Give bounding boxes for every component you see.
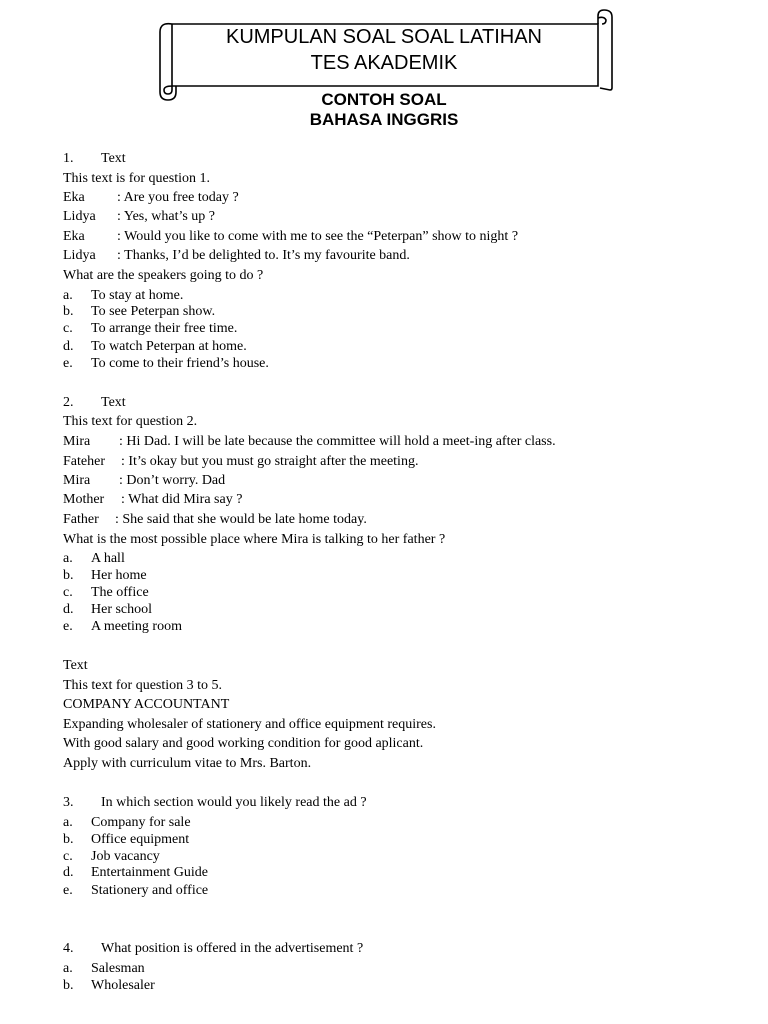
q1-option: [63, 303, 215, 320]
q3-question-text: In which section would you likely read the ad ?: [101, 795, 367, 810]
q1-option: [63, 355, 269, 372]
subtitle-line2: BAHASA INGGRIS: [309, 110, 459, 129]
option-letter: a.: [63, 815, 73, 830]
passage-line: Apply with curriculum vitae to Mrs. Barton.: [63, 756, 312, 771]
document-subtitle: [0, 90, 768, 130]
subtitle-line1: CONTOH SOAL: [321, 90, 447, 109]
q2-option: [63, 618, 182, 635]
speaker: Lidya: [63, 248, 96, 263]
speaker: Mira: [63, 434, 91, 449]
option-letter: c.: [63, 849, 73, 864]
dialog-text: : It’s okay but you must go straight after the meeting.: [121, 454, 419, 469]
dialog-text: : Are you free today ?: [117, 190, 239, 205]
q2-dialog-line: [63, 472, 225, 489]
speaker: Eka: [63, 190, 85, 205]
option-letter: c.: [63, 585, 73, 600]
q4-question-text: What position is offered in the advertisement ?: [101, 941, 364, 956]
dialog-text: : Yes, what’s up ?: [117, 209, 216, 224]
option-text: To see Peterpan show.: [91, 304, 216, 319]
q2-dialog-line: [63, 511, 367, 528]
q1-option: [63, 287, 183, 304]
q3-option: [63, 882, 208, 899]
q4-question: [63, 940, 363, 957]
option-letter: e.: [63, 356, 73, 371]
option-letter: b.: [63, 304, 74, 319]
banner-title-line1: KUMPULAN SOAL SOAL LATIHAN: [225, 26, 542, 48]
option-text: A meeting room: [91, 619, 182, 634]
q3-option: [63, 831, 189, 848]
option-letter: b.: [63, 832, 74, 847]
q2-option: [63, 567, 147, 584]
q2-dialog-line: [63, 491, 242, 508]
option-letter: a.: [63, 551, 73, 566]
q1-dialog-line: [63, 189, 239, 206]
dialog-text: : Hi Dad. I will be late because the committee will hold a meet-ing after class.: [119, 434, 556, 449]
q2-dialog-line: [63, 453, 418, 470]
q4-option: [63, 960, 145, 977]
speaker: Mother: [63, 492, 105, 507]
q3-question: [63, 794, 367, 811]
q1-label: Text: [101, 151, 126, 166]
option-text: Salesman: [91, 961, 145, 976]
passage-intro: This text for question 3 to 5.: [63, 678, 223, 693]
passage-line: Expanding wholesaler of stationery and office equipment requires.: [63, 717, 436, 732]
q4-option: [63, 977, 155, 994]
q2-dialog-line: [63, 433, 556, 450]
option-letter: e.: [63, 883, 73, 898]
q3-option: [63, 814, 191, 831]
option-letter: e.: [63, 619, 73, 634]
passage-line: COMPANY ACCOUNTANT: [63, 697, 230, 712]
q1-dialog-line: [63, 208, 215, 225]
option-text: To watch Peterpan at home.: [91, 339, 247, 354]
option-text: Stationery and office: [91, 883, 209, 898]
option-text: Her school: [91, 602, 153, 617]
dialog-text: : She said that she would be late home today.: [115, 512, 367, 527]
dialog-text: : Thanks, I’d be delighted to. It’s my favourite band.: [117, 248, 410, 263]
q2-heading: [63, 394, 126, 411]
option-letter: b.: [63, 978, 74, 993]
option-letter: d.: [63, 339, 74, 354]
q2-option: [63, 584, 149, 601]
option-text: Her home: [91, 568, 147, 583]
q1-heading: [63, 150, 126, 167]
q1-question: What are the speakers going to do ?: [63, 268, 264, 283]
q4-number: 4.: [63, 941, 74, 956]
option-text: A hall: [91, 551, 125, 566]
dialog-text: : Don’t worry. Dad: [119, 473, 226, 488]
option-text: Job vacancy: [91, 849, 160, 864]
q1-number: 1.: [63, 151, 74, 166]
option-text: The office: [91, 585, 149, 600]
option-letter: a.: [63, 288, 73, 303]
speaker: Father: [63, 512, 99, 527]
q1-dialog-line: [63, 228, 518, 245]
passage-label: Text: [63, 658, 88, 673]
option-letter: d.: [63, 602, 74, 617]
option-text: To come to their friend’s house.: [91, 356, 269, 371]
option-text: Entertainment Guide: [91, 865, 209, 880]
option-letter: c.: [63, 321, 73, 336]
q1-option: [63, 320, 237, 337]
q1-option: [63, 338, 247, 355]
speaker: Eka: [63, 229, 85, 244]
option-text: To arrange their free time.: [91, 321, 238, 336]
option-letter: d.: [63, 865, 74, 880]
option-text: Wholesaler: [91, 978, 155, 993]
passage-line: With good salary and good working condition for good aplicant.: [63, 736, 424, 751]
speaker: Fateher: [63, 454, 105, 469]
banner-title-line2: TES AKADEMIK: [310, 52, 458, 74]
dialog-text: : Would you like to come with me to see the “Peterpan” show to night ?: [117, 229, 519, 244]
q2-label: Text: [101, 395, 126, 410]
q2-option: [63, 601, 152, 618]
q2-option: [63, 550, 125, 567]
speaker: Mira: [63, 473, 91, 488]
q2-number: 2.: [63, 395, 74, 410]
dialog-text: : What did Mira say ?: [121, 492, 243, 507]
q3-number: 3.: [63, 795, 74, 810]
q3-option: [63, 848, 160, 865]
speaker: Lidya: [63, 209, 96, 224]
q1-dialog-line: [63, 247, 410, 264]
q3-option: [63, 864, 208, 881]
option-text: To stay at home.: [91, 288, 184, 303]
option-letter: a.: [63, 961, 73, 976]
option-text: Office equipment: [91, 832, 190, 847]
option-letter: b.: [63, 568, 74, 583]
q1-intro: This text is for question 1.: [63, 171, 210, 186]
q2-intro: This text for question 2.: [63, 414, 198, 429]
q2-question: What is the most possible place where Mira is talking to her father ?: [63, 532, 446, 547]
option-text: Company for sale: [91, 815, 191, 830]
